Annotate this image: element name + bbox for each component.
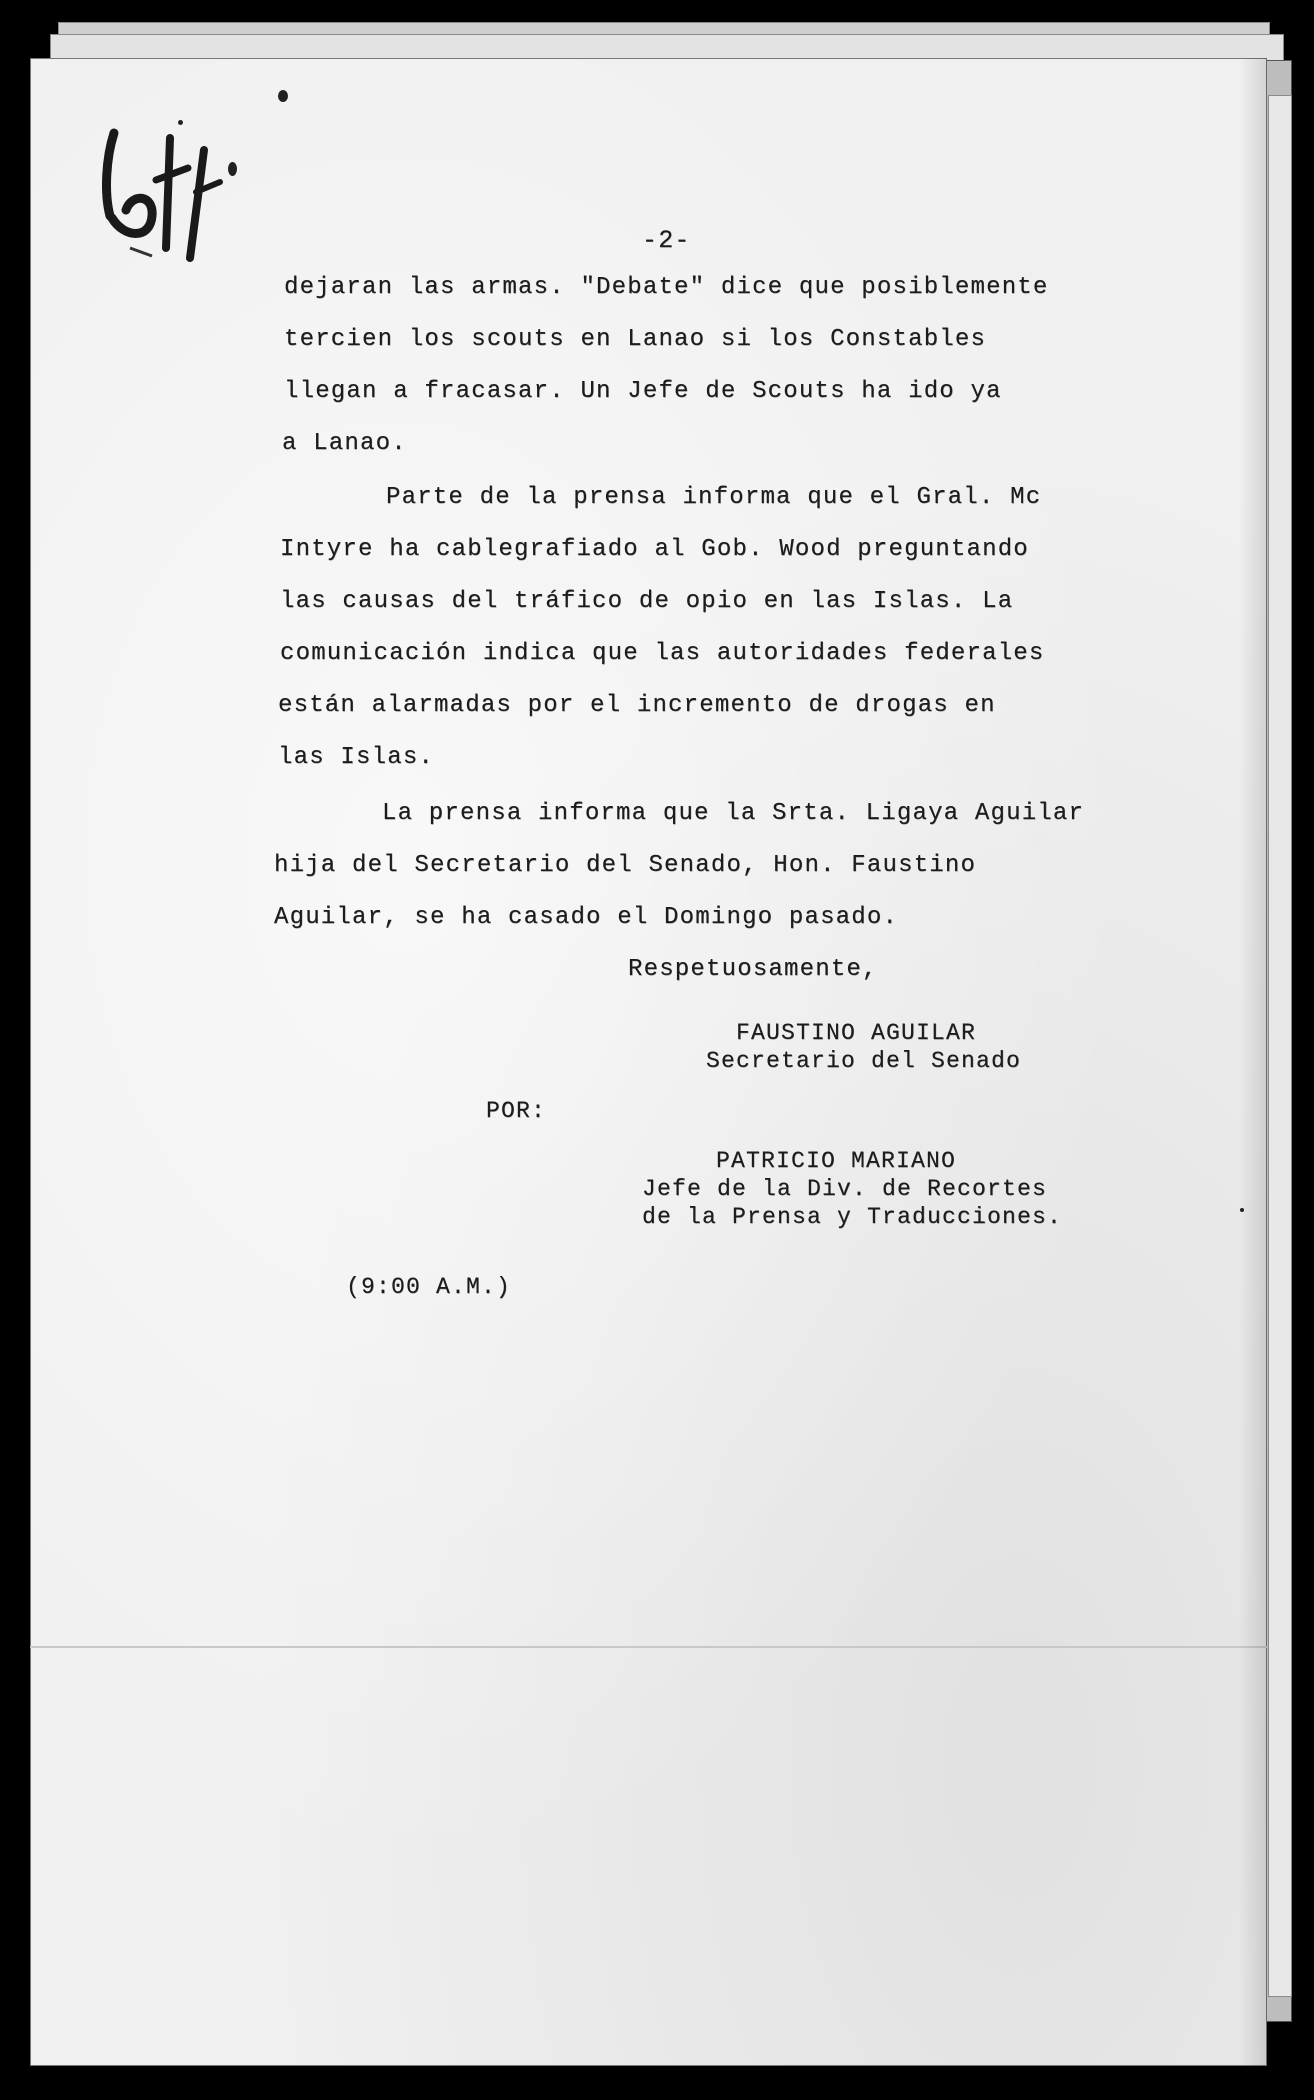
ink-speck xyxy=(228,162,237,176)
handwritten-mark xyxy=(92,98,242,268)
text-line: están alarmadas por el incremento de drogas en xyxy=(278,692,996,719)
text-line: La prensa informa que la Srta. Ligaya Aguilar xyxy=(382,800,1085,827)
ink-speck xyxy=(1240,1208,1244,1212)
text-line: llegan a fracasar. Un Jefe de Scouts ha ido ya xyxy=(284,378,1002,405)
ink-speck xyxy=(278,90,288,102)
signatory-title: Secretario del Senado xyxy=(706,1048,1022,1074)
text-line: Intyre ha cablegrafiado al Gob. Wood preguntando xyxy=(280,536,1029,563)
text-line: Aguilar, se ha casado el Domingo pasado. xyxy=(274,904,899,931)
text-line: las causas del tráfico de opio en las Islas. La xyxy=(280,588,1014,615)
closing: Respetuosamente, xyxy=(628,956,878,983)
text-line: tercien los scouts en Lanao si los Constables xyxy=(284,326,987,353)
back-sheet-edge xyxy=(1268,95,1292,1997)
document-page xyxy=(30,58,1267,2066)
text-line: Parte de la prensa informa que el Gral. Mc xyxy=(386,484,1042,511)
text-line: las Islas. xyxy=(278,744,435,771)
text-line: hija del Secretario del Senado, Hon. Faustino xyxy=(274,852,977,879)
page-shadow xyxy=(1239,58,1267,2066)
text-line: dejaran las armas. "Debate" dice que posiblemente xyxy=(284,274,1049,301)
signatory-title: Jefe de la Div. de Recortes xyxy=(642,1176,1048,1202)
time-stamp: (9:00 A.M.) xyxy=(346,1274,512,1300)
signatory-title: de la Prensa y Traducciones. xyxy=(642,1204,1063,1230)
page-number: -2- xyxy=(642,226,691,255)
ink-speck xyxy=(178,120,183,125)
signatory-name: FAUSTINO AGUILAR xyxy=(736,1020,977,1046)
paper-crease xyxy=(30,1646,1267,1648)
text-line: comunicación indica que las autoridades federales xyxy=(280,640,1045,667)
text-line: a Lanao. xyxy=(282,430,407,457)
signatory-name: PATRICIO MARIANO xyxy=(716,1148,957,1174)
por-label: POR: xyxy=(486,1098,547,1124)
